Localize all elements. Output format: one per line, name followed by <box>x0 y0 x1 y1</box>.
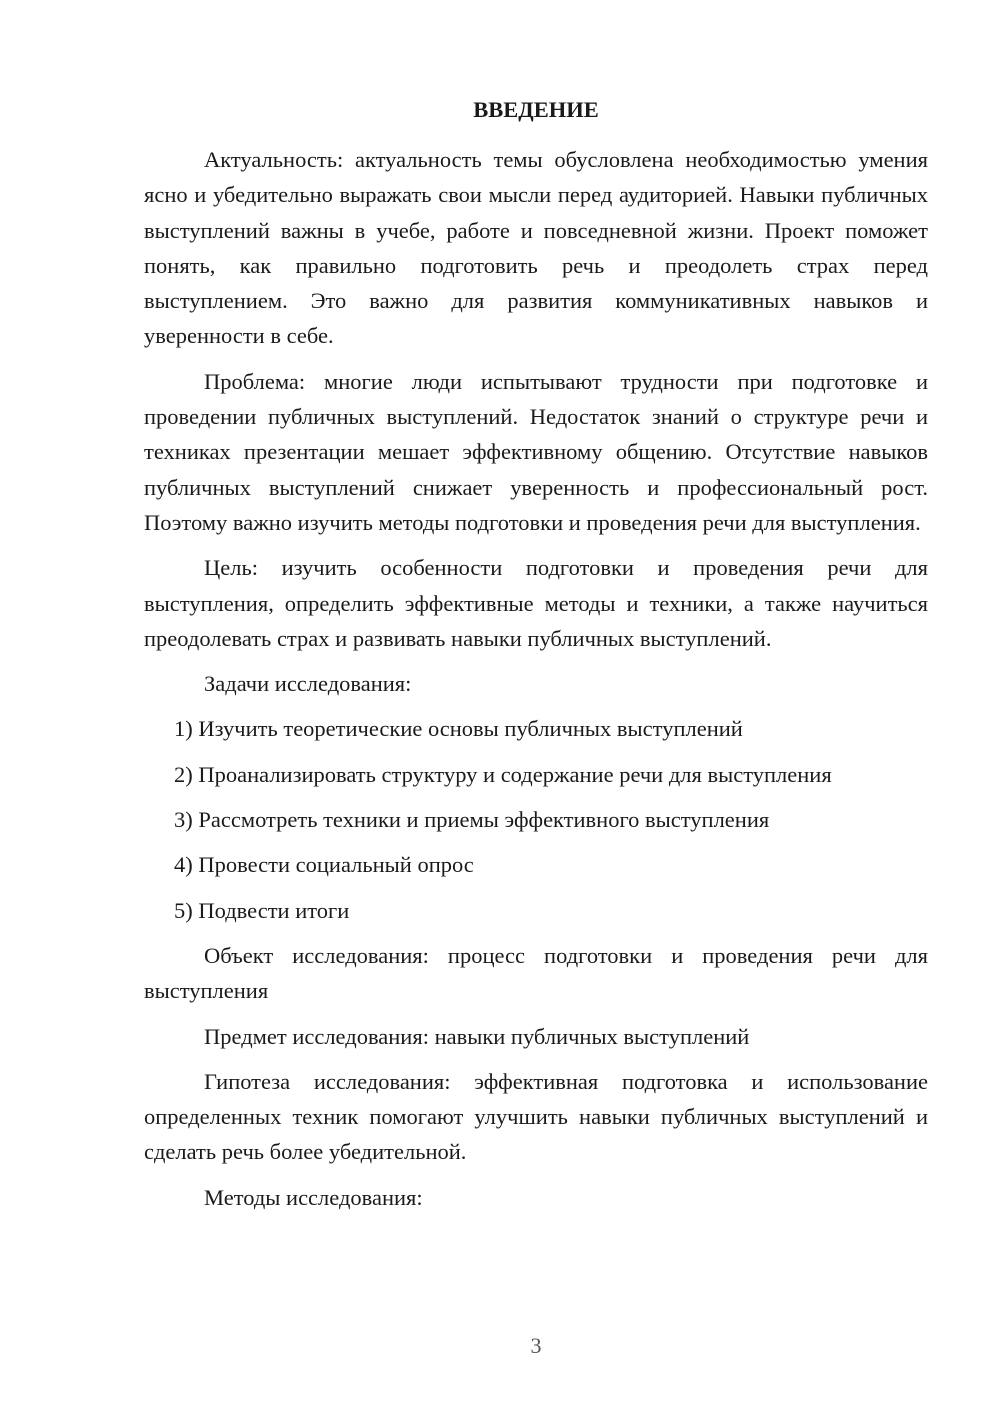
paragraph-hypothesis: Гипотеза исследования: эффективная подготовка и использование определенных техник помогают улучшить навыки публичных выступлений и сделать речь более убедительной. <box>144 1068 928 1165</box>
list-item: 4) Провести социальный опрос <box>174 852 474 878</box>
paragraph-subject: Предмет исследования: навыки публичных выступлений <box>204 1023 750 1049</box>
tasks-title: Задачи исследования: <box>204 671 412 697</box>
list-item: 5) Подвести итоги <box>174 897 350 923</box>
page-content <box>144 94 928 1225</box>
page-number: 3 <box>530 1333 542 1358</box>
paragraph-problem: Проблема: многие люди испытывают трудности при подготовке и проведении публичных выступлений. Недостаток знаний о структуре речи и техниках презентации мешает эффективному общению. Отсутствие навыков публичных выступлений снижает уверенность и профессиональный рост. Поэтому важно изучить методы подготовки и проведения речи для выступления. <box>144 368 928 535</box>
page-title: ВВЕДЕНИЕ <box>473 97 599 122</box>
paragraph-object: Объект исследования: процесс подготовки и проведения речи для выступления <box>144 942 928 1004</box>
paragraph-relevance: Актуальность: актуальность темы обусловлена необходимостью умения ясно и убедительно выражать свои мысли перед аудиторией. Навыки публичных выступлений важны в учебе, работе и повседневной жизни. Проект поможет понять, как правильно подготовить речь и преодолеть страх перед выступлением. Это важно для развития коммуникативных навыков и уверенности в себе. <box>144 147 928 349</box>
tasks-list <box>144 711 928 927</box>
list-item: 1) Изучить теоретические основы публичных выступлений <box>174 716 743 742</box>
list-item: 2) Проанализировать структуру и содержание речи для выступления <box>174 761 832 787</box>
list-item: 3) Рассмотреть техники и приемы эффективного выступления <box>174 807 770 833</box>
methods-title: Методы исследования: <box>204 1184 423 1210</box>
paragraph-goal: Цель: изучить особенности подготовки и проведения речи для выступления, определить эффективные методы и техники, а также научиться преодолевать страх и развивать навыки публичных выступлений. <box>144 555 928 651</box>
